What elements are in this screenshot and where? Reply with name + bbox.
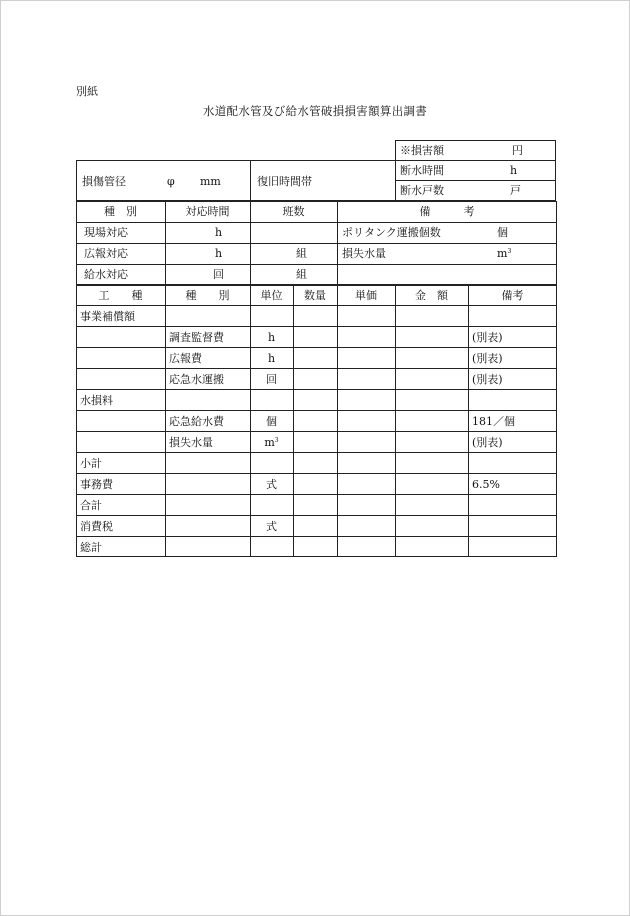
response-header-type: 種 別 [104,205,137,218]
diameter-symbol: φ [167,175,175,188]
response-row-note: ポリタンク運搬個数 [342,226,441,239]
cost-row-unit: 個 [266,415,277,428]
response-row-note-unit: 個 [497,226,508,239]
cost-header-unit-price: 単価 [355,289,377,302]
response-row-type: 給水対応 [84,268,128,281]
cost-header-work: 工 種 [98,289,143,302]
cost-row-kind: 広報費 [169,352,202,365]
cost-row-unit: $m^3$ [264,436,279,449]
cost-row-unit: 回 [266,373,277,386]
cost-row-work: 小計 [80,457,102,470]
cost-row-kind: 調査監督費 [169,331,224,344]
cost-row-work: 消費税 [80,520,113,533]
outage-time-unit: h [510,164,518,177]
cost-row-work: 合計 [80,499,102,512]
cost-row-remark: (別表) [472,331,503,344]
cost-header-quantity: 数量 [304,289,326,302]
response-row-crews: 組 [296,268,307,281]
cost-row-unit: h [267,352,276,365]
document-title: 水道配水管及び給水管破損損害額算出調書 [202,104,428,118]
response-row-type: 現場対応 [84,226,128,239]
cost-header-unit: 単位 [260,289,283,302]
cost-row-remark: 181／個 [472,415,515,428]
cost-row-work: 事務費 [80,478,113,491]
cost-row-unit: 式 [266,478,277,491]
outage-households-unit: 戸 [510,184,521,197]
cost-row-kind: 応急水運搬 [169,373,224,386]
cost-row-kind: 応急給水費 [169,415,224,428]
recovery-time-label: 復旧時間帯 [257,175,312,188]
response-header-crews: 班数 [282,205,305,218]
damage-amount-unit: 円 [512,144,523,157]
response-row-note-unit: $m^3$ [497,247,512,260]
damaged-pipe-label: 損傷管径 [82,175,126,188]
outage-time-label: 断水時間 [400,164,444,177]
outage-households-label: 断水戸数 [400,184,444,197]
cost-row-remark: 6.5% [472,478,500,491]
diameter-unit: mm [200,175,221,188]
cost-row-remark: (別表) [472,352,503,365]
response-row-crews: 組 [296,247,307,260]
cost-header-remark: 備考 [501,289,524,302]
cost-row-work: 事業補償額 [80,310,135,323]
response-row-time: 回 [213,268,224,281]
cost-header-amount: 金 額 [415,289,448,302]
cost-header-kind: 種 別 [185,289,230,302]
cost-row-kind: 損失水量 [169,436,213,449]
response-header-note: 備 考 [419,205,475,218]
appendix-label: 別紙 [76,85,98,98]
cost-row-remark: (別表) [472,373,503,386]
cost-row-unit: 式 [266,520,277,533]
response-row-time: h [215,247,223,260]
cost-row-unit: h [267,331,276,344]
response-row-note: 損失水量 [342,247,386,260]
response-row-time: h [215,226,223,239]
cost-row-remark: (別表) [472,436,503,449]
response-row-type: 広報対応 [84,247,128,260]
damage-amount-label: ※損害額 [400,144,444,157]
cost-row-work: 総計 [80,541,102,554]
response-header-time: 対応時間 [185,205,230,218]
cost-row-work: 水損料 [80,394,113,407]
